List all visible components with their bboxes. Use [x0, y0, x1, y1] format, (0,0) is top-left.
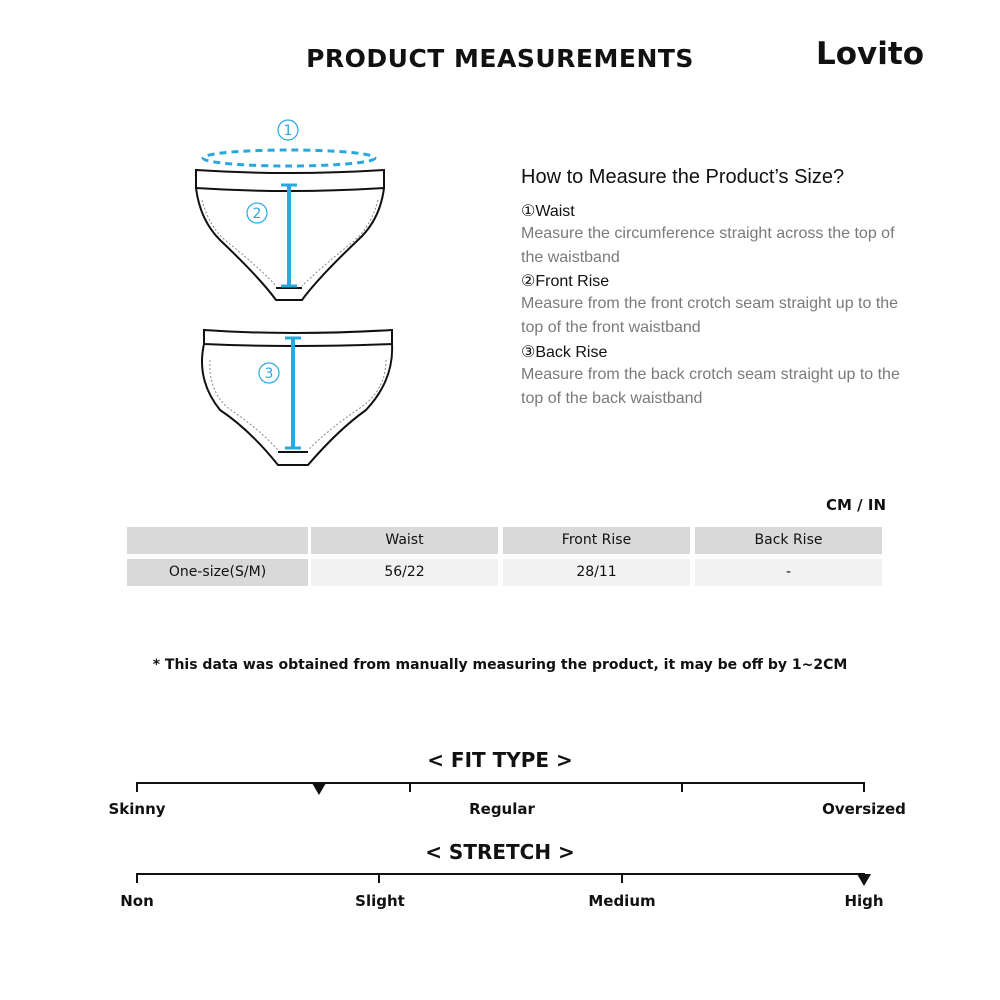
stretch-indicator-icon — [857, 874, 871, 886]
measurement-disclaimer: * This data was obtained from manually measuring the product, it may be off by 1~2CM — [152, 657, 848, 673]
fit-type-axis — [136, 782, 865, 784]
fit-type-tick — [136, 782, 138, 792]
fit-type-label-skinny: Skinny — [108, 800, 166, 818]
table-header-front-rise: Front Rise — [503, 527, 690, 554]
step-waist-label: ①Waist — [521, 203, 575, 220]
table-cell-front-rise: 28/11 — [503, 559, 690, 586]
page-title: PRODUCT MEASUREMENTS — [306, 44, 694, 73]
svg-text:1: 1 — [283, 123, 293, 139]
measurement-diagram — [180, 110, 400, 480]
fit-type-label-oversized: Oversized — [822, 800, 906, 818]
howto-heading: How to Measure the Product’s Size? — [521, 166, 845, 188]
back-panty-outline — [202, 330, 392, 465]
back-rise-marker — [259, 338, 301, 448]
waist-dashed-ellipse — [203, 150, 375, 166]
step-back-rise-label: ③Back Rise — [521, 344, 608, 361]
brand-logo: Lovito — [816, 36, 925, 72]
svg-text:3: 3 — [264, 366, 274, 382]
stretch-axis — [136, 873, 865, 875]
step-front-rise-description: Measure from the front crotch seam straight up to the top of the front waistband — [521, 295, 899, 336]
table-cell-back-rise: - — [695, 559, 882, 586]
stretch-label-high: High — [844, 892, 884, 910]
fit-type-indicator-icon — [312, 783, 326, 795]
fit-type-tick — [681, 782, 683, 792]
table-cell-waist: 56/22 — [311, 559, 498, 586]
waist-marker — [278, 120, 298, 140]
stretch-label-non: Non — [120, 892, 154, 910]
back-panty-stitching — [210, 360, 386, 450]
fit-type-tick — [409, 782, 411, 792]
table-header-back-rise: Back Rise — [695, 527, 882, 554]
stretch-label-slight: Slight — [355, 892, 405, 910]
unit-label: CM / IN — [826, 496, 886, 514]
table-cell-size: One-size(S/M) — [127, 559, 308, 586]
stretch-tick — [378, 873, 380, 883]
stretch-title: < STRETCH > — [425, 840, 575, 864]
table-header-waist: Waist — [311, 527, 498, 554]
front-rise-marker — [247, 185, 297, 286]
stretch-tick — [621, 873, 623, 883]
fit-type-tick — [863, 782, 865, 792]
table-header-empty — [127, 527, 308, 554]
step-back-rise-description: Measure from the back crotch seam straight up to the top of the back waistband — [521, 366, 900, 407]
step-front-rise-label: ②Front Rise — [521, 273, 610, 290]
fit-type-title: < FIT TYPE > — [427, 748, 573, 772]
svg-text:2: 2 — [252, 206, 262, 222]
stretch-tick — [136, 873, 138, 883]
step-waist-description: Measure the circumference straight across the top of the waistband — [521, 225, 895, 266]
stretch-label-medium: Medium — [588, 892, 656, 910]
fit-type-label-regular: Regular — [469, 800, 535, 818]
